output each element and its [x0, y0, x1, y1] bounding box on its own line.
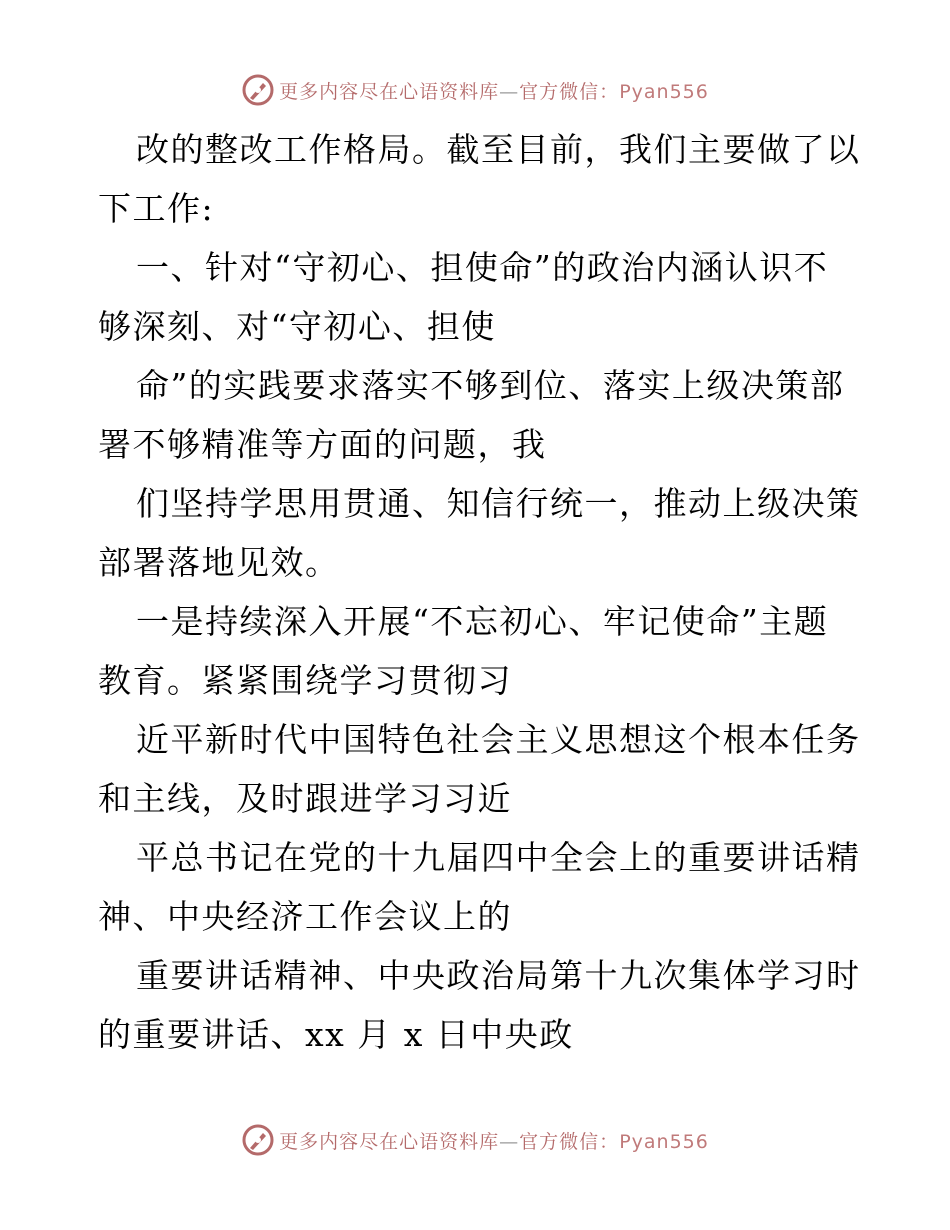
- watermark-separator: —: [499, 1130, 520, 1153]
- body-text-line: 署不够精准等方面的问题，我: [98, 425, 547, 464]
- body-text-line: 一、针对“守初心、担使命”的政治内涵认识不: [136, 248, 829, 287]
- body-text-line: 近平新时代中国特色社会主义思想这个根本任务: [136, 720, 861, 759]
- watermark-site-name: 更多内容尽在心语资料库: [279, 80, 500, 103]
- watermark-wechat-id: Pyan556: [619, 80, 709, 103]
- watermark-wechat-label: 官方微信：: [519, 1130, 620, 1153]
- header-watermark: [0, 70, 950, 110]
- body-text-line: 够深刻、对“守初心、担使: [98, 307, 496, 346]
- body-text-line: 下工作:: [98, 189, 215, 228]
- document-body: [98, 120, 861, 1064]
- pen-logo-icon: [241, 73, 275, 107]
- body-text-line: 教育。紧紧围绕学习贯彻习: [98, 661, 512, 700]
- watermark-text: [279, 1127, 709, 1154]
- body-text-line: 神、中央经济工作会议上的: [98, 897, 512, 936]
- body-text-line: 改的整改工作格局。截至目前，我们主要做了以: [136, 130, 861, 169]
- body-text-line: 的重要讲话、xx 月 x 日中央政: [98, 1015, 574, 1054]
- watermark-wechat-id: Pyan556: [619, 1130, 709, 1153]
- body-text-line: 和主线，及时跟进学习习近: [98, 779, 512, 818]
- body-text-line: 一是持续深入开展“不忘初心、牢记使命”主题: [136, 602, 829, 641]
- body-text-line: 命”的实践要求落实不够到位、落实上级决策部: [136, 366, 845, 405]
- watermark-site-name: 更多内容尽在心语资料库: [279, 1130, 500, 1153]
- body-text-line: 部署落地见效。: [98, 543, 340, 582]
- body-text-line: 平总书记在党的十九届四中全会上的重要讲话精: [136, 838, 861, 877]
- watermark-wechat-label: 官方微信：: [519, 80, 620, 103]
- body-text-line: 们坚持学思用贯通、知信行统一，推动上级决策: [136, 484, 861, 523]
- watermark-text: [279, 77, 709, 104]
- body-text-line: 重要讲话精神、中央政治局第十九次集体学习时: [136, 956, 861, 995]
- watermark-separator: —: [499, 80, 520, 103]
- pen-logo-icon: [241, 1123, 275, 1157]
- footer-watermark: [0, 1120, 950, 1160]
